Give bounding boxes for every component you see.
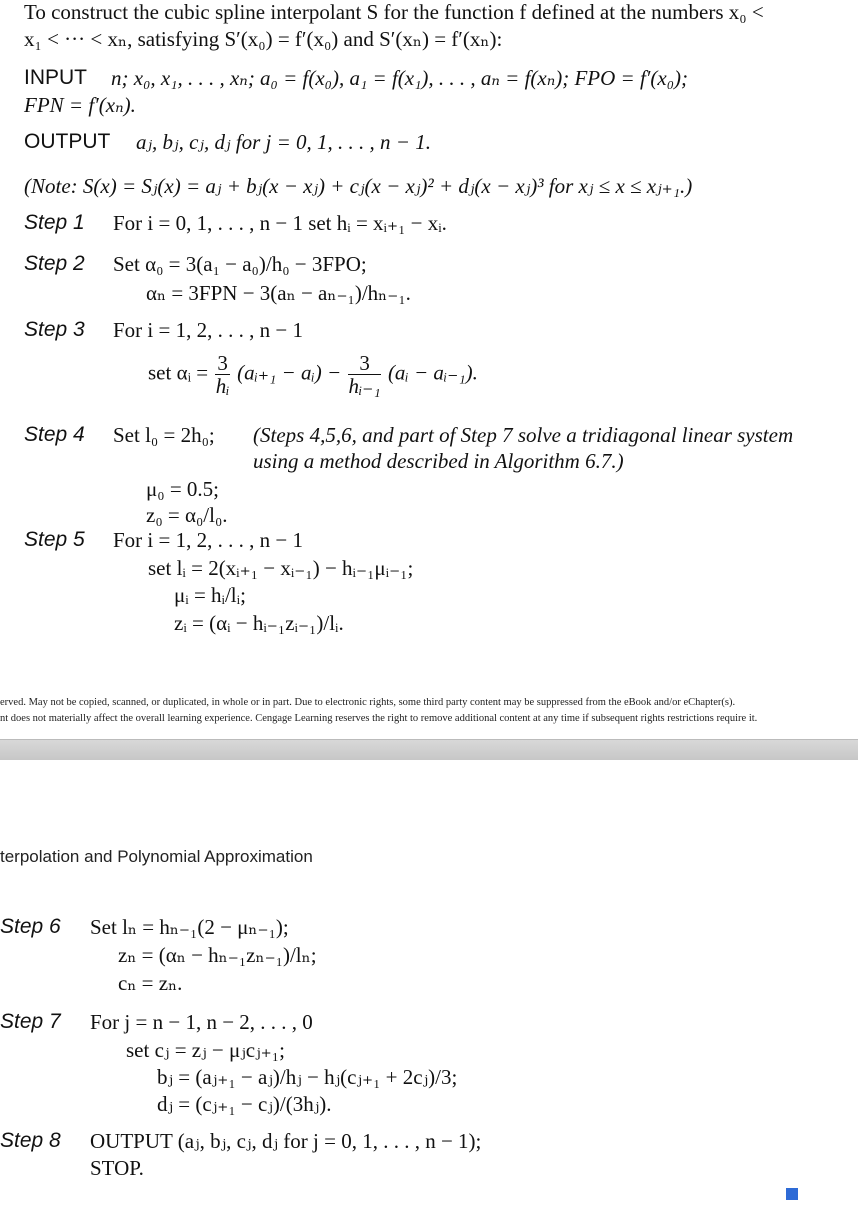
step-3-middle: (aᵢ₊₁ − aᵢ) − xyxy=(237,360,342,385)
fraction-2 xyxy=(348,352,380,397)
output-text: aⱼ, bⱼ, cⱼ, dⱼ for j = 0, 1, . . . , n − 1. xyxy=(136,130,431,154)
step-7-label: Step 7 xyxy=(0,1010,61,1033)
step-7-line-4: dⱼ = (cⱼ₊₁ − cⱼ)/(3hⱼ). xyxy=(157,1092,332,1116)
step-3-set: set αᵢ = xyxy=(148,360,209,385)
input-line-1: n; x₀, x₁, . . . , xₙ; a₀ = f(x₀), a₁ = f(x₁), . . . , aₙ = f(xₙ); FPO = f′(x₀); xyxy=(111,66,688,90)
step-2-line-1: Set α₀ = 3(a₁ − a₀)/h₀ − 3FPO; xyxy=(113,252,367,276)
step-3-formula xyxy=(148,352,478,397)
step-6-line-2: zₙ = (αₙ − hₙ₋₁zₙ₋₁)/lₙ; xyxy=(118,943,317,967)
output-label: OUTPUT xyxy=(24,130,111,153)
intro-line-2: x₁ < ··· < xₙ, satisfying S′(x₀) = f′(x₀) and S′(xₙ) = f′(xₙ): xyxy=(24,27,503,51)
step-5-line-1: For i = 1, 2, . . . , n − 1 xyxy=(113,528,303,552)
fraction-2-numerator: 3 xyxy=(348,352,380,375)
step-2-line-2: αₙ = 3FPN − 3(aₙ − aₙ₋₁)/hₙ₋₁. xyxy=(146,281,411,305)
input-label: INPUT xyxy=(24,66,87,89)
step-7-line-2: set cⱼ = zⱼ − μⱼcⱼ₊₁; xyxy=(126,1038,285,1062)
step-4-line-2: μ₀ = 0.5; xyxy=(146,477,220,501)
end-of-algorithm-marker xyxy=(786,1188,798,1200)
step-5-line-3: μᵢ = hᵢ/lᵢ; xyxy=(174,583,246,607)
step-3-tail: (aᵢ − aᵢ₋₁). xyxy=(387,360,478,385)
step-8-line-1: OUTPUT (aⱼ, bⱼ, cⱼ, dⱼ for j = 0, 1, . . . , n − 1); xyxy=(90,1129,482,1153)
copyright-line-1: erved. May not be copied, scanned, or duplicated, in whole or in part. Due to electronic rights, some third party content may be suppressed from the eBook and/or eChapter(s). xyxy=(0,697,736,708)
step-7-line-1: For j = n − 1, n − 2, . . . , 0 xyxy=(90,1010,313,1034)
step-8-label: Step 8 xyxy=(0,1129,61,1152)
step-8-line-2: STOP. xyxy=(90,1156,144,1180)
step-3-label: Step 3 xyxy=(24,318,85,341)
step-4-comment-2: using a method described in Algorithm 6.7.) xyxy=(253,449,624,473)
step-1-text: For i = 0, 1, . . . , n − 1 set hᵢ = xᵢ₊₁ − xᵢ. xyxy=(113,211,447,235)
step-6-line-1: Set lₙ = hₙ₋₁(2 − μₙ₋₁); xyxy=(90,915,289,939)
copyright-line-2: nt does not materially affect the overall learning experience. Cengage Learning reserves the right to remove additional content at any time if subsequent rights restrictions require it. xyxy=(0,713,758,724)
fraction-1 xyxy=(215,352,230,397)
chapter-header: terpolation and Polynomial Approximation xyxy=(0,847,313,866)
input-line-2: FPN = f′(xₙ). xyxy=(24,93,136,117)
step-2-label: Step 2 xyxy=(24,252,85,275)
step-5-label: Step 5 xyxy=(24,528,85,551)
step-3-line-1: For i = 1, 2, . . . , n − 1 xyxy=(113,318,303,342)
step-4-label: Step 4 xyxy=(24,423,85,446)
intro-line-1: To construct the cubic spline interpolant S for the function f defined at the numbers x₀ < xyxy=(24,0,764,24)
step-5-line-2: set lᵢ = 2(xᵢ₊₁ − xᵢ₋₁) − hᵢ₋₁μᵢ₋₁; xyxy=(148,556,414,580)
fraction-1-denominator: hᵢ xyxy=(215,374,230,398)
fraction-1-numerator: 3 xyxy=(217,351,228,375)
fraction-2-denominator: hᵢ₋₁ xyxy=(348,374,381,398)
step-4-line-3: z₀ = α₀/l₀. xyxy=(146,503,228,527)
note: (Note: S(x) = Sⱼ(x) = aⱼ + bⱼ(x − xⱼ) + cⱼ(x − xⱼ)² + dⱼ(x − xⱼ)³ for xⱼ ≤ x ≤ xⱼ₊₁.) xyxy=(24,174,693,198)
step-6-label: Step 6 xyxy=(0,915,61,938)
step-1-label: Step 1 xyxy=(24,211,85,234)
step-5-line-4: zᵢ = (αᵢ − hᵢ₋₁zᵢ₋₁)/lᵢ. xyxy=(174,611,344,635)
step-6-line-3: cₙ = zₙ. xyxy=(118,971,183,995)
step-4-set: Set l₀ = 2h₀; xyxy=(113,423,215,447)
step-7-line-3: bⱼ = (aⱼ₊₁ − aⱼ)/hⱼ − hⱼ(cⱼ₊₁ + 2cⱼ)/3; xyxy=(157,1065,458,1089)
step-4-comment-1: (Steps 4,5,6, and part of Step 7 solve a tridiagonal linear system xyxy=(253,423,794,447)
page-divider xyxy=(0,739,858,760)
